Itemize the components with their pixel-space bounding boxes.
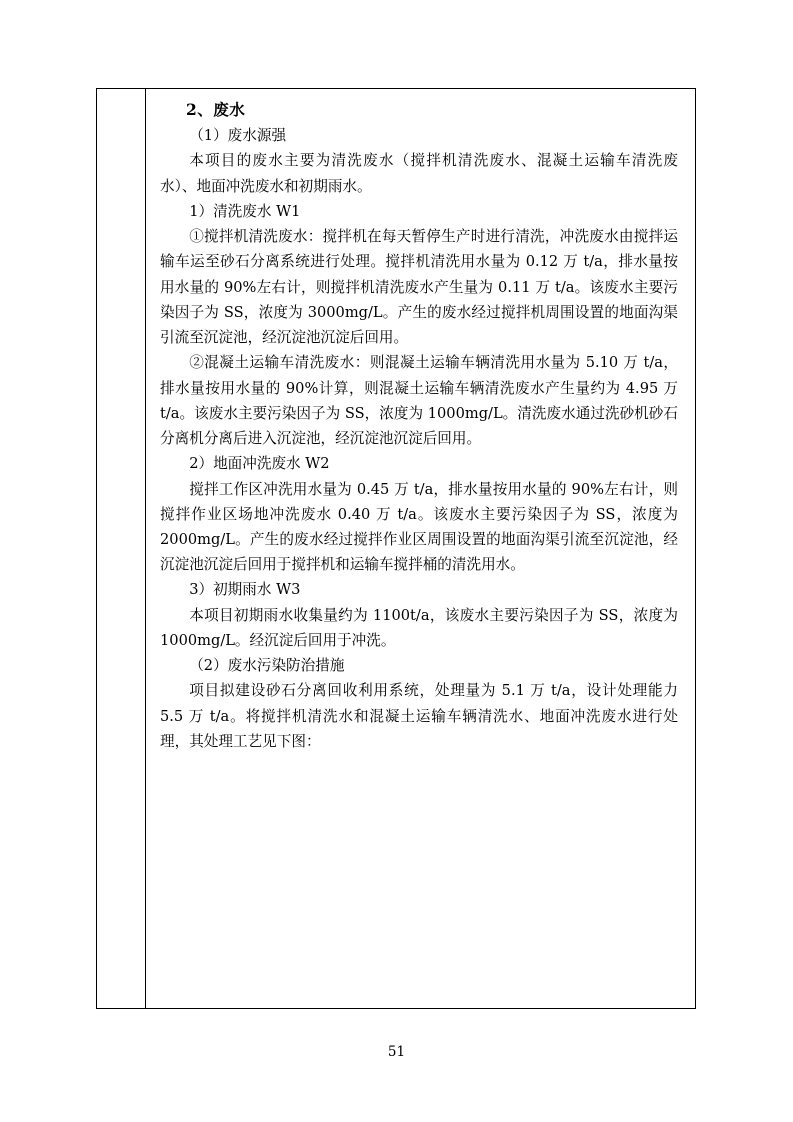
paragraph-w3-title: 3）初期雨水 W3 (189, 581, 301, 599)
paragraph-control-measures-title: （2）废水污染防治措施 (189, 657, 345, 675)
paragraph-waterwater-source: （1）废水源强 (189, 127, 287, 145)
paragraph-truck-wash: ②混凝土运输车清洗废水：则混凝土运输车辆清洗用水量为 5.10 万 t/a，排水量按用水量的 90%计算，则混凝土运输车辆清洗废水产生量约为 4.95 万 t/a。该废水主要污染因子为 SS，浓度为 1000mg/L。清洗废水通过洗砂机砂石分离机分离后进入沉淀池，经沉淀池沉淀后回用。 (160, 354, 678, 448)
paragraph-overview: 本项目的废水主要为清洗废水（搅拌机清洗废水、混凝土运输车清洗废水）、地面冲洗废水和初期雨水。 (160, 152, 678, 195)
paragraph-mixer-wash: ①搅拌机清洗废水：搅拌机在每天暂停生产时进行清洗，冲洗废水由搅拌运输车运至砂石分离系统进行处理。搅拌机清洗用水量为 0.12 万 t/a，排水量按用水量的 90%左右计，则搅拌机清洗废水产生量为 0.11 万 t/a。该废水主要污染因子为 SS，浓度为 3000mg/L。产生的废水经过搅拌机周围设置的地面沟渠引流至沉淀池，经沉淀池沉淀后回用。 (160, 228, 678, 347)
paragraph-initial-rain: 本项目初期雨水收集量约为 1100t/a，该废水主要污染因子为 SS，浓度为 1000mg/L。经沉淀后回用于冲洗。 (160, 606, 678, 649)
content-table (96, 88, 696, 1009)
paragraph-ground-wash: 搅拌工作区冲洗用水量为 0.45 万 t/a，排水量按用水量的 90%左右计，则搅拌作业区场地冲洗废水 0.40 万 t/a。该废水主要污染因子为 SS，浓度为 2000mg/L。产生的废水经过搅拌作业区周围设置的地面沟渠引流至沉淀池，经沉淀池沉淀后回用于搅拌机和运输车搅拌桶的清洗用水。 (160, 480, 678, 574)
paragraph-w2-title: 2）地面冲洗废水 W2 (189, 455, 330, 473)
paragraph-w1-title: 1）清洗废水 W1 (189, 202, 301, 220)
section-heading: 2、废水 (186, 100, 246, 119)
table-left-column (97, 89, 146, 1008)
page-number: 51 (387, 1044, 406, 1060)
paragraph-control-measures: 项目拟建设砂石分离回收利用系统，处理量为 5.1 万 t/a，设计处理能力 5.5 万 t/a。将搅拌机清洗水和混凝土运输车辆清洗水、地面冲洗废水进行处理，其处理工艺见下图： (160, 682, 678, 750)
table-right-column (146, 89, 695, 1008)
